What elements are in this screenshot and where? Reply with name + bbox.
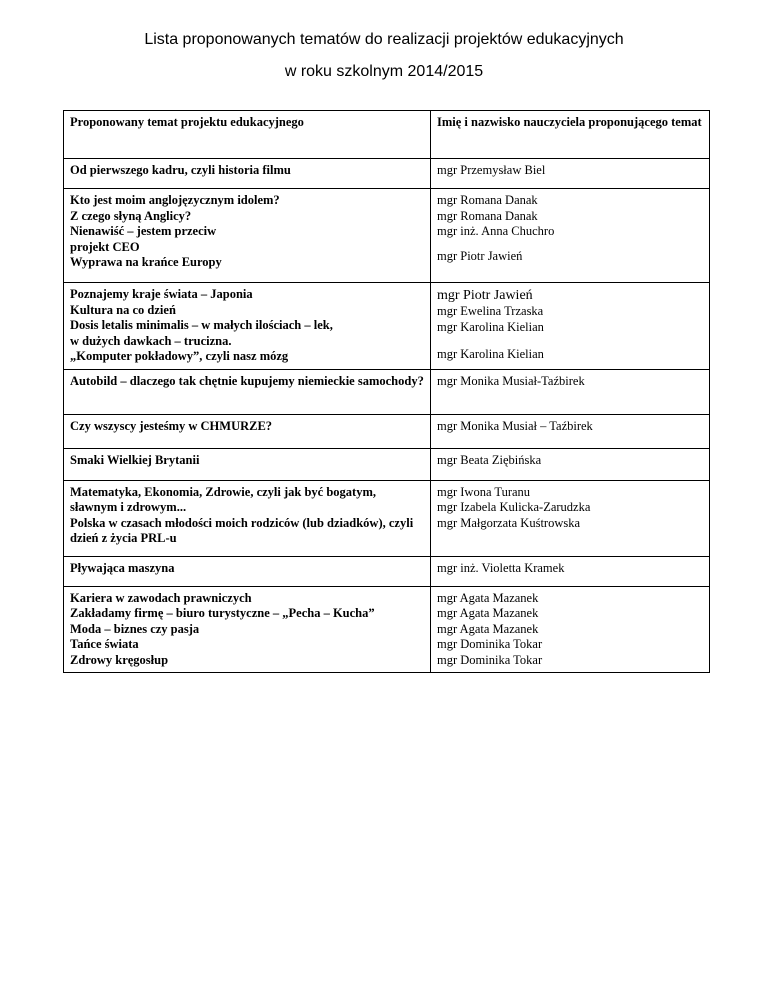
topic-cell — [64, 586, 431, 673]
topic-line: Matematyka, Ekonomia, Zdrowie, czyli jak być bogatym, sławnym i zdrowym... — [70, 484, 377, 514]
topic-line: Czy wszyscy jesteśmy w CHMURZE? — [70, 418, 273, 433]
table-row — [64, 283, 710, 370]
teacher-cell — [431, 189, 710, 283]
topic-line: Kultura na co dzień — [70, 302, 176, 317]
table-header-row — [64, 111, 710, 159]
teacher-line: mgr Karolina Kielian — [437, 347, 544, 361]
topic-line: Tańce świata — [70, 637, 139, 651]
topic-line: Autobild – dlaczego tak chętnie kupujemy niemieckie samochody? — [70, 373, 424, 388]
topic-line: Pływająca maszyna — [70, 560, 175, 575]
topic-cell — [64, 414, 431, 448]
teacher-line: mgr Piotr Jawień — [437, 248, 523, 263]
topic-line: Zdrowy kręgosłup — [70, 652, 169, 667]
topic-line: Zakładamy firmę – biuro turystyczne – „Pecha – Kucha” — [70, 606, 375, 620]
teacher-line: mgr Monika Musiał-Taźbirek — [437, 373, 585, 388]
table-row — [64, 556, 710, 586]
topic-line: Nienawiść – jestem przeciw — [70, 224, 217, 238]
topics-table — [63, 110, 710, 673]
table-row — [64, 159, 710, 189]
topic-cell — [64, 159, 431, 189]
teacher-cell — [431, 369, 710, 414]
teacher-line: mgr Ewelina Trzaska — [437, 304, 544, 318]
teacher-cell — [431, 556, 710, 586]
topic-cell — [64, 369, 431, 414]
teacher-line: mgr Izabela Kulicka-Zarudzka — [437, 500, 591, 514]
teacher-line: mgr Iwona Turanu — [437, 484, 531, 499]
teacher-cell — [431, 159, 710, 189]
topic-line: Kto jest moim anglojęzycznym idolem? — [70, 193, 280, 207]
table-row — [64, 480, 710, 556]
teacher-cell — [431, 283, 710, 370]
teacher-line: mgr Romana Danak — [437, 208, 538, 223]
teacher-line: mgr Agata Mazanek — [437, 590, 539, 605]
topic-line: Smaki Wielkiej Brytanii — [70, 452, 200, 467]
table-row — [64, 448, 710, 480]
table-row — [64, 189, 710, 283]
teacher-cell — [431, 480, 710, 556]
topic-cell — [64, 480, 431, 556]
table-row — [64, 369, 710, 414]
topic-cell — [64, 448, 431, 480]
topic-line: projekt CEO — [70, 239, 140, 254]
topic-cell — [64, 556, 431, 586]
table-row — [64, 414, 710, 448]
teacher-line: mgr Agata Mazanek — [437, 621, 539, 636]
topic-line: Wyprawa na krańce Europy — [70, 255, 222, 269]
topic-line: Z czego słyną Anglicy? — [70, 208, 192, 223]
topic-line: w dużych dawkach – trucizna. — [70, 333, 232, 348]
teacher-line: mgr Przemysław Biel — [437, 163, 546, 177]
topic-cell — [64, 189, 431, 283]
topic-line: Polska w czasach młodości moich rodziców (lub dziadków), czyli dzień z życia PRL-u — [70, 515, 414, 545]
teacher-cell — [431, 448, 710, 480]
teacher-line: mgr Beata Ziębińska — [437, 452, 542, 467]
teacher-line: mgr inż. Violetta Kramek — [437, 560, 565, 575]
topic-line: Od pierwszego kadru, czyli historia filmu — [70, 163, 291, 177]
teacher-line: mgr Monika Musiał – Taźbirek — [437, 418, 593, 433]
column-header-teacher: Imię i nazwisko nauczyciela proponującego temat — [431, 111, 710, 159]
column-header-topic: Proponowany temat projektu edukacyjnego — [64, 111, 431, 159]
topic-cell — [64, 283, 431, 370]
table-row — [64, 586, 710, 673]
topic-line: Moda – biznes czy pasja — [70, 621, 200, 636]
teacher-line: mgr Karolina Kielian — [437, 319, 544, 334]
teacher-line: mgr inż. Anna Chuchro — [437, 224, 555, 238]
teacher-line: mgr Romana Danak — [437, 193, 538, 207]
teacher-line: mgr Małgorzata Kuśtrowska — [437, 515, 581, 530]
page-subtitle: w roku szkolnym 2014/2015 — [284, 63, 484, 80]
teacher-line: mgr Dominika Tokar — [437, 637, 543, 651]
topic-line: „Komputer pokładowy”, czyli nasz mózg — [70, 349, 289, 363]
topic-line: Kariera w zawodach prawniczych — [70, 590, 252, 605]
teacher-line: mgr Agata Mazanek — [437, 606, 539, 620]
page-title: Lista proponowanych tematów do realizacji projektów edukacyjnych — [144, 31, 624, 48]
teacher-line: mgr Piotr Jawień — [437, 288, 533, 303]
topic-line: Poznajemy kraje świata – Japonia — [70, 287, 253, 301]
teacher-cell — [431, 414, 710, 448]
teacher-line: mgr Dominika Tokar — [437, 652, 543, 667]
teacher-cell — [431, 586, 710, 673]
topic-line: Dosis letalis minimalis – w małych ilościach – lek, — [70, 318, 333, 332]
